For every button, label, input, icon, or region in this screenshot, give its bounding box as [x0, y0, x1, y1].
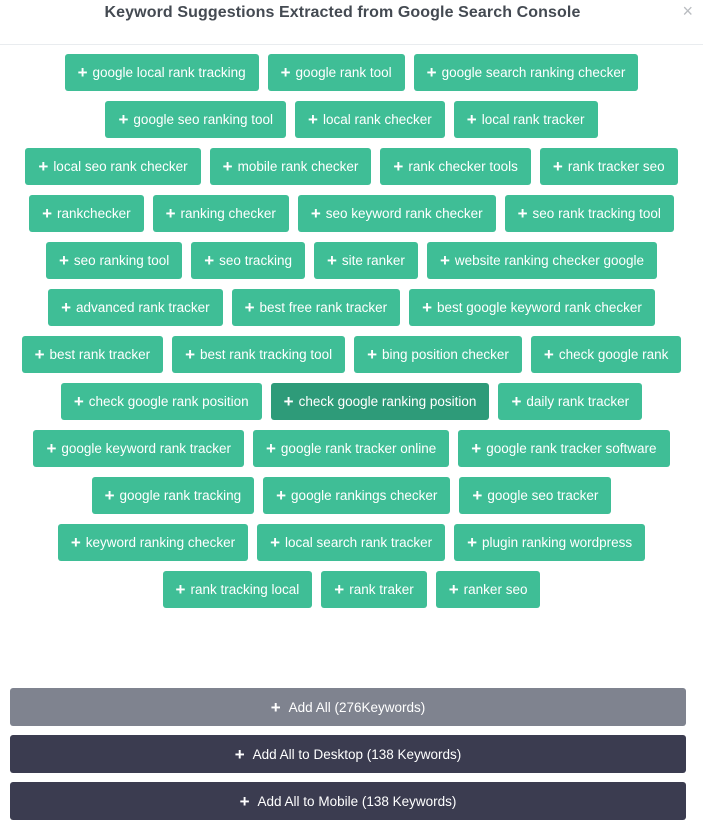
plus-icon: + — [276, 486, 287, 505]
add-keyword-button[interactable] — [531, 336, 682, 373]
plus-icon: + — [175, 580, 186, 599]
keyword-label: google search ranking checker — [441, 65, 626, 80]
keyword-label: bing position checker — [382, 347, 509, 362]
add-keyword-button[interactable] — [454, 101, 598, 138]
add-keyword-button[interactable] — [48, 289, 223, 326]
keyword-label: local rank checker — [322, 112, 432, 127]
plus-icon: + — [308, 110, 318, 129]
keyword-label: check google rank — [558, 347, 669, 362]
keyword-label: seo rank tracking tool — [532, 206, 661, 221]
plus-icon: + — [165, 204, 176, 223]
keyword-row — [8, 101, 695, 138]
keyword-label: local rank tracker — [481, 112, 585, 127]
keyword-row — [8, 430, 695, 467]
add-keyword-button[interactable] — [498, 383, 642, 420]
add-keyword-button[interactable] — [257, 524, 445, 561]
add-keyword-button[interactable] — [314, 242, 418, 279]
plus-icon: + — [280, 63, 291, 82]
add-keyword-button[interactable] — [298, 195, 496, 232]
add-keyword-button[interactable] — [454, 524, 645, 561]
add-keyword-button[interactable] — [29, 195, 143, 232]
keyword-label: google rank tracking — [119, 488, 242, 503]
add-keyword-button[interactable] — [232, 289, 401, 326]
plus-icon: + — [472, 486, 483, 505]
plus-icon: + — [448, 580, 459, 599]
keyword-label: google seo ranking tool — [133, 112, 274, 127]
plus-icon: + — [46, 439, 57, 458]
keyword-row — [8, 524, 695, 561]
keyword-label: daily rank tracker — [526, 394, 630, 409]
keyword-label: seo ranking tool — [73, 253, 170, 268]
keyword-label: rankchecker — [57, 206, 131, 221]
plus-icon: + — [61, 298, 72, 317]
keyword-row — [8, 195, 695, 232]
plus-icon: + — [543, 345, 554, 364]
plus-icon: + — [234, 744, 245, 764]
add-keyword-button[interactable] — [459, 477, 611, 514]
keyword-row — [8, 289, 695, 326]
keyword-row — [8, 477, 695, 514]
keyword-label: google local rank tracking — [92, 65, 246, 80]
keyword-label: check google rank position — [88, 394, 249, 409]
add-all-mobile-label: Add All to Mobile (138 Keywords) — [257, 793, 457, 809]
keyword-label: ranking checker — [180, 206, 276, 221]
keyword-row — [8, 148, 695, 185]
keyword-label: rank tracking local — [190, 582, 300, 597]
plus-icon: + — [265, 439, 276, 458]
add-keyword-button[interactable] — [263, 477, 450, 514]
plus-icon: + — [42, 204, 53, 223]
add-keyword-button[interactable] — [540, 148, 678, 185]
plus-icon: + — [334, 580, 345, 599]
add-all-label: Add All (276Keywords) — [288, 699, 426, 715]
plus-icon: + — [466, 110, 477, 129]
keyword-label: advanced rank tracker — [76, 300, 210, 315]
add-keyword-button[interactable] — [58, 524, 248, 561]
keyword-row — [8, 383, 695, 420]
plus-icon: + — [244, 298, 255, 317]
keyword-label: local seo rank checker — [53, 159, 188, 174]
add-keyword-button[interactable] — [409, 289, 655, 326]
keyword-label: ranker seo — [463, 582, 528, 597]
keyword-label: check google ranking position — [298, 394, 477, 409]
plus-icon: + — [393, 157, 404, 176]
keyword-row — [8, 242, 695, 279]
keyword-label: keyword ranking checker — [85, 535, 236, 550]
plus-icon: + — [73, 392, 84, 411]
add-keyword-button[interactable] — [163, 571, 313, 608]
plus-icon: + — [270, 533, 281, 552]
keyword-label: google keyword rank tracker — [61, 441, 231, 456]
add-keyword-button[interactable] — [153, 195, 289, 232]
plus-icon: + — [310, 204, 321, 223]
plus-icon: + — [439, 251, 450, 270]
keyword-label: google rank tool — [295, 65, 392, 80]
keyword-row — [8, 54, 695, 91]
keyword-label: plugin ranking wordpress — [482, 535, 633, 550]
add-keyword-button[interactable] — [295, 101, 445, 138]
plus-icon: + — [204, 251, 215, 270]
keyword-row — [8, 336, 695, 373]
add-keyword-button[interactable] — [210, 148, 372, 185]
plus-icon: + — [239, 791, 250, 811]
add-keyword-button[interactable] — [33, 430, 244, 467]
plus-icon: + — [104, 486, 115, 505]
add-keyword-button[interactable] — [46, 242, 182, 279]
keyword-label: google rank tracker software — [486, 441, 657, 456]
keyword-label: rank checker tools — [408, 159, 518, 174]
add-keyword-button[interactable] — [458, 430, 669, 467]
keyword-label: best free rank tracker — [259, 300, 388, 315]
keyword-label: best rank tracker — [49, 347, 151, 362]
plus-icon: + — [77, 63, 88, 82]
keyword-label: best rank tracking tool — [200, 347, 333, 362]
plus-icon: + — [517, 204, 528, 223]
plus-icon: + — [34, 345, 45, 364]
plus-icon: + — [511, 392, 522, 411]
keyword-label: website ranking checker google — [454, 253, 644, 268]
plus-icon: + — [118, 110, 129, 129]
plus-icon: + — [283, 392, 294, 411]
plus-icon: + — [467, 533, 478, 552]
add-keyword-button[interactable] — [105, 101, 286, 138]
keyword-label: google rank tracker online — [280, 441, 437, 456]
add-keyword-button[interactable] — [427, 242, 657, 279]
add-all-desktop-label: Add All to Desktop (138 Keywords) — [252, 746, 462, 762]
modal-title: Keyword Suggestions Extracted from Google Search Console — [104, 4, 581, 21]
keyword-label: site ranker — [341, 253, 405, 268]
add-keyword-button[interactable] — [191, 242, 305, 279]
keyword-row — [8, 571, 695, 608]
add-keyword-button[interactable] — [505, 195, 674, 232]
add-keyword-button[interactable] — [268, 54, 405, 91]
keyword-label: google rankings checker — [291, 488, 438, 503]
add-keyword-button[interactable] — [354, 336, 522, 373]
plus-icon: + — [422, 298, 433, 317]
add-keyword-button[interactable] — [271, 383, 490, 420]
keyword-label: seo keyword rank checker — [325, 206, 483, 221]
add-keyword-button[interactable] — [321, 571, 426, 608]
add-keyword-button[interactable] — [61, 383, 262, 420]
plus-icon: + — [471, 439, 482, 458]
keyword-label: rank tracker seo — [567, 159, 665, 174]
add-keyword-button[interactable] — [25, 148, 200, 185]
add-keyword-button[interactable] — [172, 336, 345, 373]
plus-icon: + — [426, 63, 437, 82]
plus-icon: + — [58, 251, 69, 270]
plus-icon: + — [367, 345, 378, 364]
close-icon[interactable]: × — [682, 1, 693, 21]
add-all-desktop-button[interactable] — [10, 735, 686, 773]
add-keyword-button[interactable] — [380, 148, 531, 185]
plus-icon: + — [222, 157, 233, 176]
add-keyword-button[interactable] — [414, 54, 639, 91]
keyword-suggestion-list — [8, 54, 695, 618]
plus-icon: + — [270, 697, 281, 717]
plus-icon: + — [185, 345, 196, 364]
plus-icon: + — [70, 533, 81, 552]
modal-header — [0, 0, 703, 45]
keyword-label: google seo tracker — [487, 488, 599, 503]
keyword-label: mobile rank checker — [237, 159, 359, 174]
plus-icon: + — [552, 157, 563, 176]
add-keyword-button[interactable] — [253, 430, 449, 467]
add-all-button[interactable] — [10, 688, 686, 726]
add-keyword-button[interactable] — [436, 571, 541, 608]
add-keyword-button[interactable] — [92, 477, 255, 514]
add-all-mobile-button[interactable] — [10, 782, 686, 820]
keyword-label: rank traker — [349, 582, 414, 597]
keyword-label: best google keyword rank checker — [437, 300, 642, 315]
keyword-label: seo tracking — [219, 253, 292, 268]
plus-icon: + — [38, 157, 49, 176]
plus-icon: + — [326, 251, 337, 270]
keyword-label: local search rank tracker — [285, 535, 433, 550]
add-keyword-button[interactable] — [22, 336, 163, 373]
add-keyword-button[interactable] — [65, 54, 259, 91]
